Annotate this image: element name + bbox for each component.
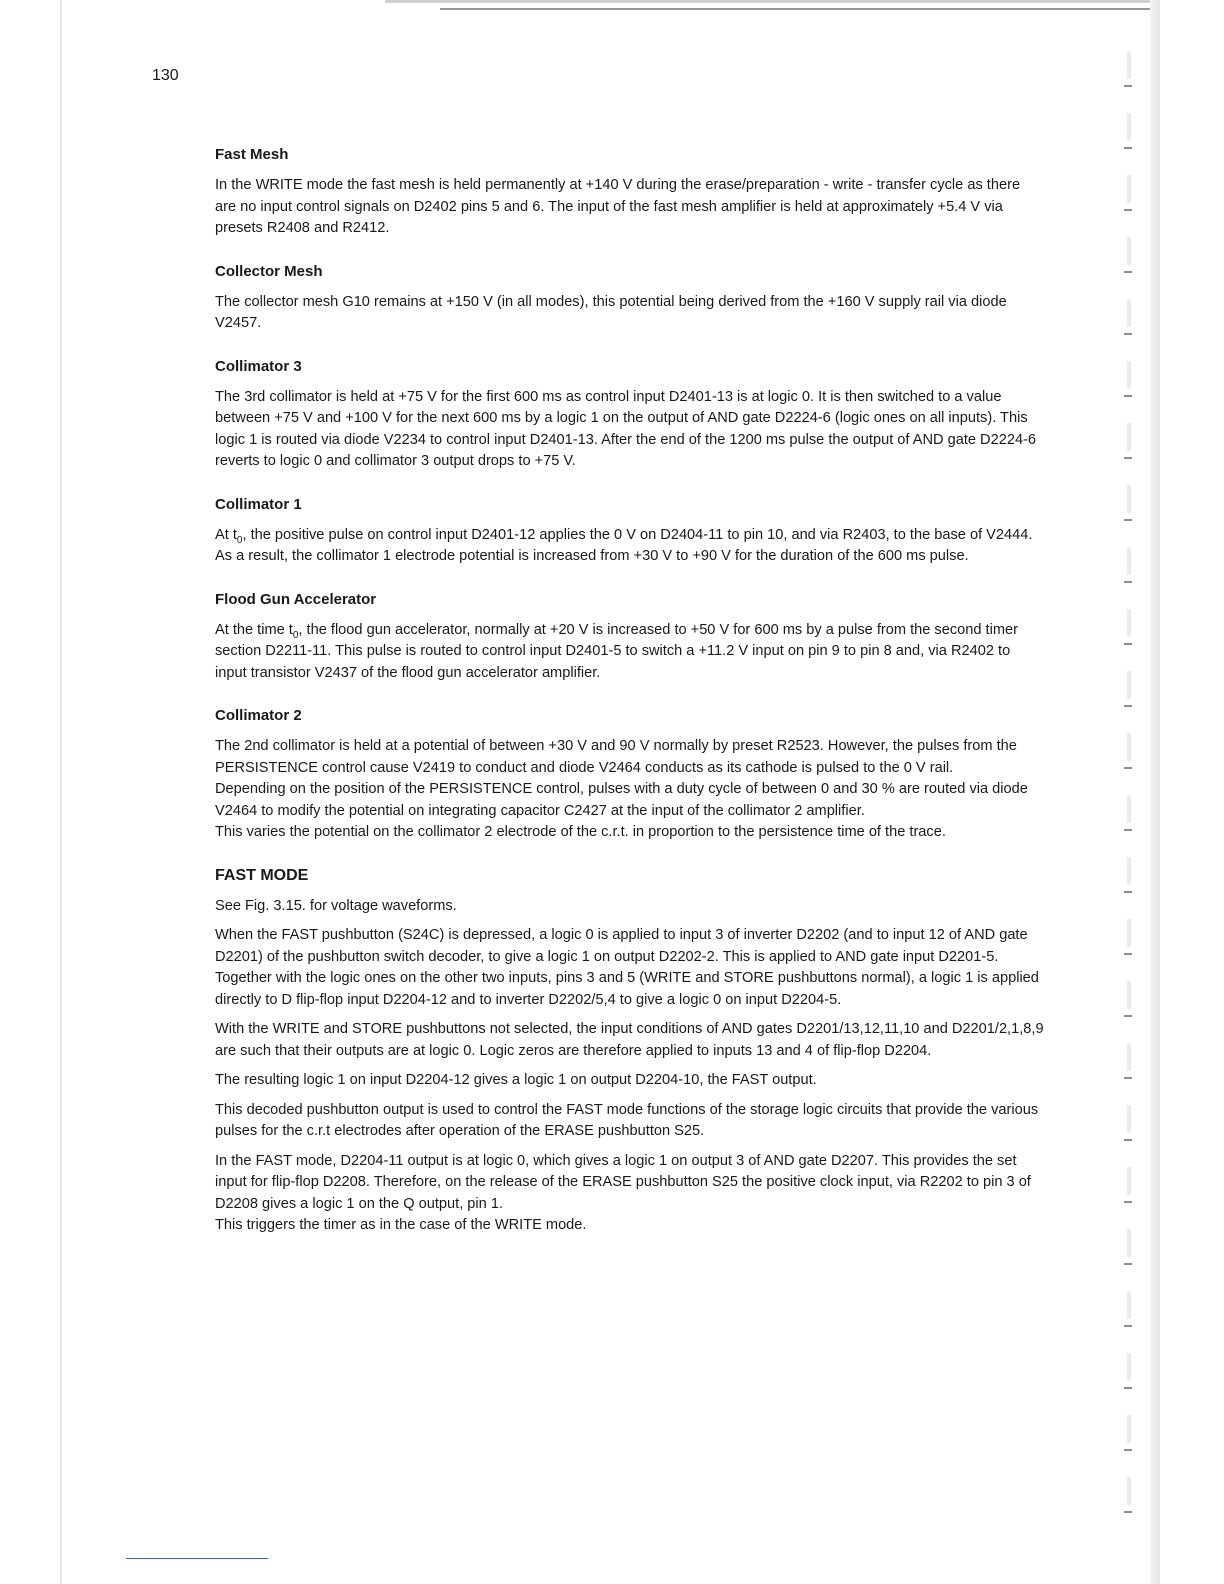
paragraph: With the WRITE and STORE pushbuttons not selected, the input conditions of AND gates D2201/13,12,11,10 and D2201/2,1,8,9 are such that their outputs are at logic 0. Logic zeros are therefore applied to inputs 13 and 4 of flip-flop D2204. [215,1021,1044,1059]
binder-mark [1124,209,1132,211]
section-fast-mesh [215,145,1045,240]
binder-strip [1127,1105,1131,1133]
paragraph: The collector mesh G10 remains at +150 V (in all modes), this potential being derived from the +160 V supply rail via diode V2457. [215,293,1007,331]
heading-fast-mode: FAST MODE [215,866,309,884]
binder-strip [1127,1291,1131,1319]
paragraph: In the WRITE mode the fast mesh is held permanently at +140 V during the erase/preparation - write - transfer cycle as there are no input control signals on D2402 pins 5 and 6. The input of the fast mesh amplifier is held at approximately +5.4 V via presets R2408 and R2412. [215,177,1021,236]
binder-strip [1127,1353,1131,1381]
section-collimator-2 [215,706,1045,844]
binder-mark [1124,1139,1132,1141]
heading-collimator-1: Collimator 1 [215,495,302,513]
section-fast-mode [215,866,1045,1237]
binder-mark [1124,1511,1132,1513]
heading-collimator-2: Collimator 2 [215,707,302,724]
paragraph: The 3rd collimator is held at +75 V for the first 600 ms as control input D2401-13 is at logic 0. It is then switched to a value between +75 V and +100 V for the next 600 ms by a logic 1 on the output of AND gate D2224-6 (logic ones on all inputs). This logic 1 is routed via diode V2234 to control input D2401-13. After the end of the 1200 ms pulse the output of AND gate D2224-6 reverts to logic 0 and collimator 3 output drops to +75 V. [215,388,1037,469]
binder-strip [1127,423,1131,451]
text-run: At t [215,526,237,543]
binder-strip [1127,237,1131,265]
section-collector-mesh [215,262,1045,335]
binder-mark [1124,85,1132,87]
binder-mark [1124,767,1132,769]
paragraph [215,620,1045,685]
subscript: 0 [292,629,299,641]
page-left-edge [60,0,62,1584]
binder-strip [1127,175,1131,203]
text-run: At the time t [215,621,293,638]
paragraph: This triggers the timer as in the case of the WRITE mode. [215,1217,587,1233]
document-body [215,145,1045,1259]
top-scan-rule [385,0,1160,3]
text-run: , the positive pulse on control input D2401-12 applies the 0 V on D2404-11 to pin 10, and via R2403, to the base of V2444. As a result, the collimator 1 electrode potential is increased from +30 V to +90 V for the duration of the 600 ms pulse. [215,526,1033,564]
binder-mark [1124,953,1132,955]
heading-flood-gun-accelerator: Flood Gun Accelerator [215,590,377,608]
binder-strip [1127,981,1131,1009]
paragraph: The 2nd collimator is held at a potential of between +30 V and 90 V normally by preset R2523. However, the pulses from the PERSISTENCE control cause V2419 to conduct and diode V2464 conducts as its cathode is pulsed to the 0 V rail. [215,738,1017,776]
binder-mark [1124,1325,1132,1327]
binder-mark [1124,891,1132,893]
binder-mark [1124,705,1132,707]
section-collimator-1 [215,495,1045,568]
heading-collector-mesh: Collector Mesh [215,262,323,280]
binder-mark [1124,519,1132,521]
binder-strip [1127,1477,1131,1505]
binder-mark [1124,1201,1132,1203]
binder-strip [1127,795,1131,823]
binder-strip [1127,51,1131,79]
paragraph: See Fig. 3.15. for voltage waveforms. [215,897,457,914]
paragraph [215,525,1045,568]
paragraph: When the FAST pushbutton (S24C) is depressed, a logic 0 is applied to input 3 of inverter D2202 (and to input 12 of AND gate D2201) of the pushbutton switch decoder, to give a logic 1 on output D2202-2. This is applied to AND gate input D2201-5. Together with the logic ones on the other two inputs, pins 3 and 5 (WRITE and STORE pushbuttons normal), a logic 1 is applied directly to D flip-flop input D2204-12 and to inverter D2202/5,4 to give a logic 0 on input D2204-5. [215,927,1039,1008]
binder-strip [1127,1229,1131,1257]
binder-mark [1124,1387,1132,1389]
heading-fast-mesh: Fast Mesh [215,146,289,163]
binder-strip [1127,1415,1131,1443]
binder-strip [1127,1167,1131,1195]
heading-collimator-3: Collimator 3 [215,357,302,375]
binder-mark [1124,1015,1132,1017]
binder-mark [1124,271,1132,273]
binder-strip [1127,671,1131,699]
binder-mark [1124,643,1132,645]
binder-strip [1127,361,1131,389]
paragraph: Depending on the position of the PERSISTENCE control, pulses with a duty cycle of between 0 and 30 % are routed via diode V2464 to modify the potential on integrating capacitor C2427 at the input of the collimator 2 amplifier. [215,781,1028,819]
binder-mark [1124,581,1132,583]
binder-mark [1124,1449,1132,1451]
text-run: , the flood gun accelerator, normally at +20 V is increased to +50 V for 600 ms by a pulse from the second timer section D2211-11. This pulse is routed to control input D2401-5 to switch a +11.2 V input on pin 9 to pin 8 and, via R2402 to input transistor V2437 of the flood gun accelerator amplifier. [215,621,1018,681]
paragraph: In the FAST mode, D2204-11 output is at logic 0, which gives a logic 1 on output 3 of AND gate D2207. This provides the set input for flip-flop D2208. Therefore, on the release of the ERASE pushbutton S25 the positive clock input, via R2202 to pin 3 of D2208 gives a logic 1 on the Q output, pin 1. [215,1152,1031,1212]
binder-mark [1124,395,1132,397]
binder-mark [1124,1263,1132,1265]
section-collimator-3 [215,357,1045,473]
page-number: 130 [152,67,179,84]
paragraph-group [215,1151,1045,1237]
binder-mark [1124,333,1132,335]
binder-strip [1127,919,1131,947]
binder-strip [1127,609,1131,637]
binder-mark [1124,1077,1132,1079]
page-right-edge [1150,0,1160,1584]
paragraph: This varies the potential on the collimator 2 electrode of the c.r.t. in proportion to the persistence time of the trace. [215,824,946,840]
top-scan-rule-dark [440,8,1160,10]
binder-strip [1127,299,1131,327]
section-flood-gun-accelerator [215,590,1045,685]
binder-strip [1127,733,1131,761]
binder-mark [1124,147,1132,149]
subscript: 0 [236,534,243,546]
binder-strip [1127,1043,1131,1071]
binder-strip [1127,547,1131,575]
footer-rule [126,1558,268,1559]
binder-mark [1124,829,1132,831]
binder-strip [1127,857,1131,885]
paragraph: This decoded pushbutton output is used to control the FAST mode functions of the storage logic circuits that provide the various pulses for the c.r.t electrodes after operation of the ERASE pushbutton S25. [215,1101,1039,1139]
binder-strip [1127,485,1131,513]
paragraph: The resulting logic 1 on input D2204-12 gives a logic 1 on output D2204-10, the FAST output. [215,1072,817,1088]
paragraph-group [215,736,1045,844]
binder-mark [1124,457,1132,459]
binder-strip [1127,113,1131,141]
